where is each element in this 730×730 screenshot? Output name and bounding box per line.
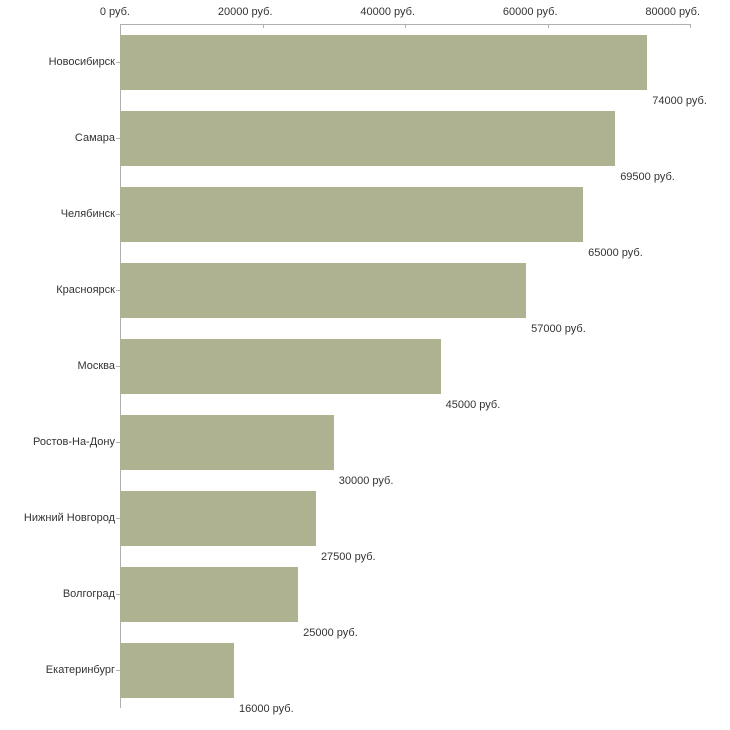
y-axis-tick-mark bbox=[116, 366, 120, 367]
x-axis-tick-label: 0 руб. bbox=[99, 6, 130, 18]
x-axis-tick-label: 20000 руб. bbox=[217, 6, 273, 18]
bar-value-label: 16000 руб. bbox=[239, 702, 294, 715]
category-label: Ростов-На-Дону bbox=[32, 436, 115, 448]
category-label: Челябинск bbox=[60, 208, 115, 220]
bar bbox=[120, 187, 583, 242]
bar bbox=[120, 35, 647, 90]
x-axis-tick-mark bbox=[690, 24, 691, 28]
y-axis-tick-mark bbox=[116, 290, 120, 291]
y-axis-tick-mark bbox=[116, 594, 120, 595]
x-axis-tick-label: 40000 руб. bbox=[360, 6, 415, 18]
bar-value-label: 25000 руб. bbox=[303, 626, 358, 639]
bar-value-label: 30000 руб. bbox=[338, 474, 394, 487]
x-axis-tick-label: 60000 руб. bbox=[502, 6, 558, 18]
bar-value-label: 57000 руб. bbox=[531, 322, 586, 335]
y-axis-tick-mark bbox=[116, 62, 120, 63]
bar-value-label: 69500 руб. bbox=[620, 170, 675, 183]
y-axis-tick-mark bbox=[116, 670, 120, 671]
category-label: Нижний Новгород bbox=[23, 512, 115, 524]
x-axis-tick-mark bbox=[120, 24, 121, 28]
y-axis-tick-mark bbox=[116, 138, 120, 139]
x-axis-tick-label: 80000 руб. bbox=[645, 6, 700, 18]
bar bbox=[120, 111, 615, 166]
x-axis-tick-mark bbox=[263, 24, 264, 28]
y-axis-tick-mark bbox=[116, 442, 120, 443]
x-axis-tick-mark bbox=[405, 24, 406, 28]
bar bbox=[120, 415, 334, 470]
bar-value-label: 27500 руб. bbox=[320, 550, 376, 563]
bar-value-label: 74000 руб. bbox=[652, 94, 707, 107]
bar bbox=[120, 491, 316, 546]
category-label: Самара bbox=[74, 132, 115, 144]
bar-value-label: 45000 руб. bbox=[445, 398, 501, 411]
bar-value-label: 65000 руб. bbox=[588, 246, 643, 259]
y-axis-tick-mark bbox=[116, 214, 120, 215]
category-label: Екатеринбург bbox=[45, 664, 115, 676]
y-axis-tick-mark bbox=[116, 518, 120, 519]
x-axis-tick-mark bbox=[548, 24, 549, 28]
bar bbox=[120, 339, 441, 394]
category-label: Новосибирск bbox=[48, 56, 115, 68]
bar bbox=[120, 263, 526, 318]
category-label: Волгоград bbox=[62, 588, 115, 600]
category-label: Красноярск bbox=[56, 284, 115, 296]
bar bbox=[120, 643, 234, 698]
bar bbox=[120, 567, 298, 622]
category-label: Москва bbox=[77, 360, 115, 372]
